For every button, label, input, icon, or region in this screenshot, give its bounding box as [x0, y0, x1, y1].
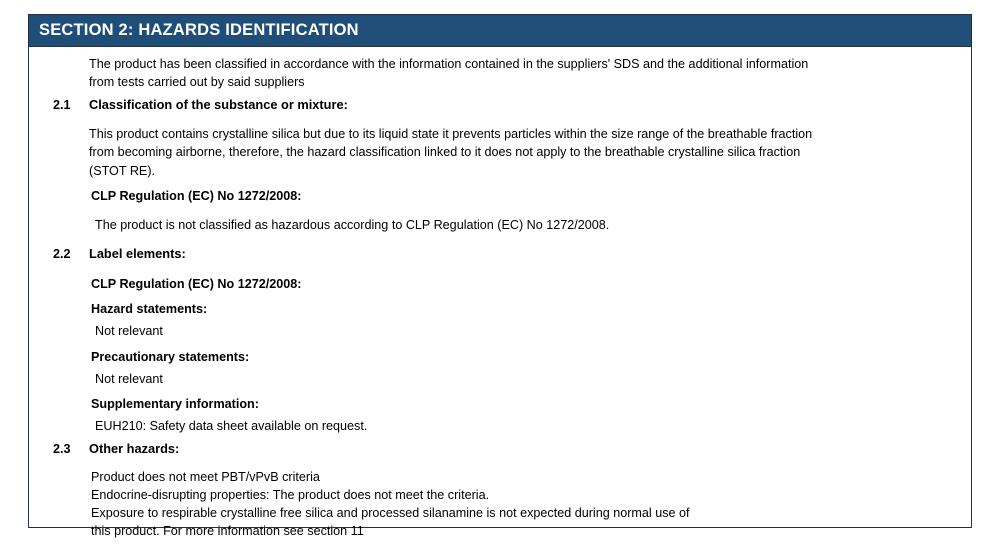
intro-line-1: The product has been classified in accordance with the information contained in the suppliers' SDS and the additional information — [89, 57, 809, 72]
s21-line-1: This product contains crystalline silica but due to its liquid state it prevents particles within the size range of the breathable fraction — [89, 127, 813, 142]
s22-clp-heading: CLP Regulation (EC) No 1272/2008: — [91, 276, 302, 291]
subsection-2-1 — [43, 96, 957, 115]
s23-line-2: Endocrine-disrupting properties: The product does not meet the criteria. — [91, 488, 490, 503]
s23-line-4: this product. For more information see section 11 — [91, 523, 364, 538]
supplementary-information-value: EUH210: Safety data sheet available on request. — [95, 419, 368, 434]
subsection-2-3 — [43, 440, 957, 459]
subsection-2-2-number: 2.2 — [53, 247, 71, 262]
subsection-2-2 — [43, 245, 957, 264]
supplementary-information-heading: Supplementary information: — [91, 397, 259, 412]
subsection-2-1-paragraph — [89, 125, 957, 180]
section-body — [29, 47, 971, 547]
precautionary-statements-heading: Precautionary statements: — [91, 349, 250, 364]
subsection-2-3-title: Other hazards: — [89, 440, 180, 456]
subsection-2-1-title: Classification of the substance or mixture: — [89, 96, 348, 112]
subsection-2-1-number: 2.1 — [53, 97, 71, 112]
subsection-2-3-number: 2.3 — [53, 441, 71, 456]
s23-line-1: Product does not meet PBT/vPvB criteria — [91, 470, 320, 485]
subsection-2-2-title: Label elements: — [89, 246, 186, 262]
s21-clp-heading: CLP Regulation (EC) No 1272/2008: — [91, 188, 302, 203]
intro-line-2: from tests carried out by said suppliers — [89, 75, 305, 90]
section-header: SECTION 2: HAZARDS IDENTIFICATION — [29, 15, 971, 47]
hazard-statements-value: Not relevant — [95, 324, 163, 339]
hazard-statements-heading: Hazard statements: — [91, 302, 208, 317]
s21-line-2: from becoming airborne, therefore, the hazard classification linked to it does not apply to the breathable crystalline silica fraction — [89, 145, 801, 160]
s21-line-3: (STOT RE). — [89, 163, 156, 178]
intro-paragraph — [89, 55, 957, 92]
s21-clp-text: The product is not classified as hazardous according to CLP Regulation (EC) No 1272/2008. — [95, 218, 610, 233]
precautionary-statements-value: Not relevant — [95, 371, 163, 386]
subsection-2-3-paragraph — [91, 469, 957, 541]
sds-section-frame — [28, 14, 972, 538]
s23-line-3: Exposure to respirable crystalline free silica and processed silanamine is not expected during normal use of — [91, 506, 690, 521]
